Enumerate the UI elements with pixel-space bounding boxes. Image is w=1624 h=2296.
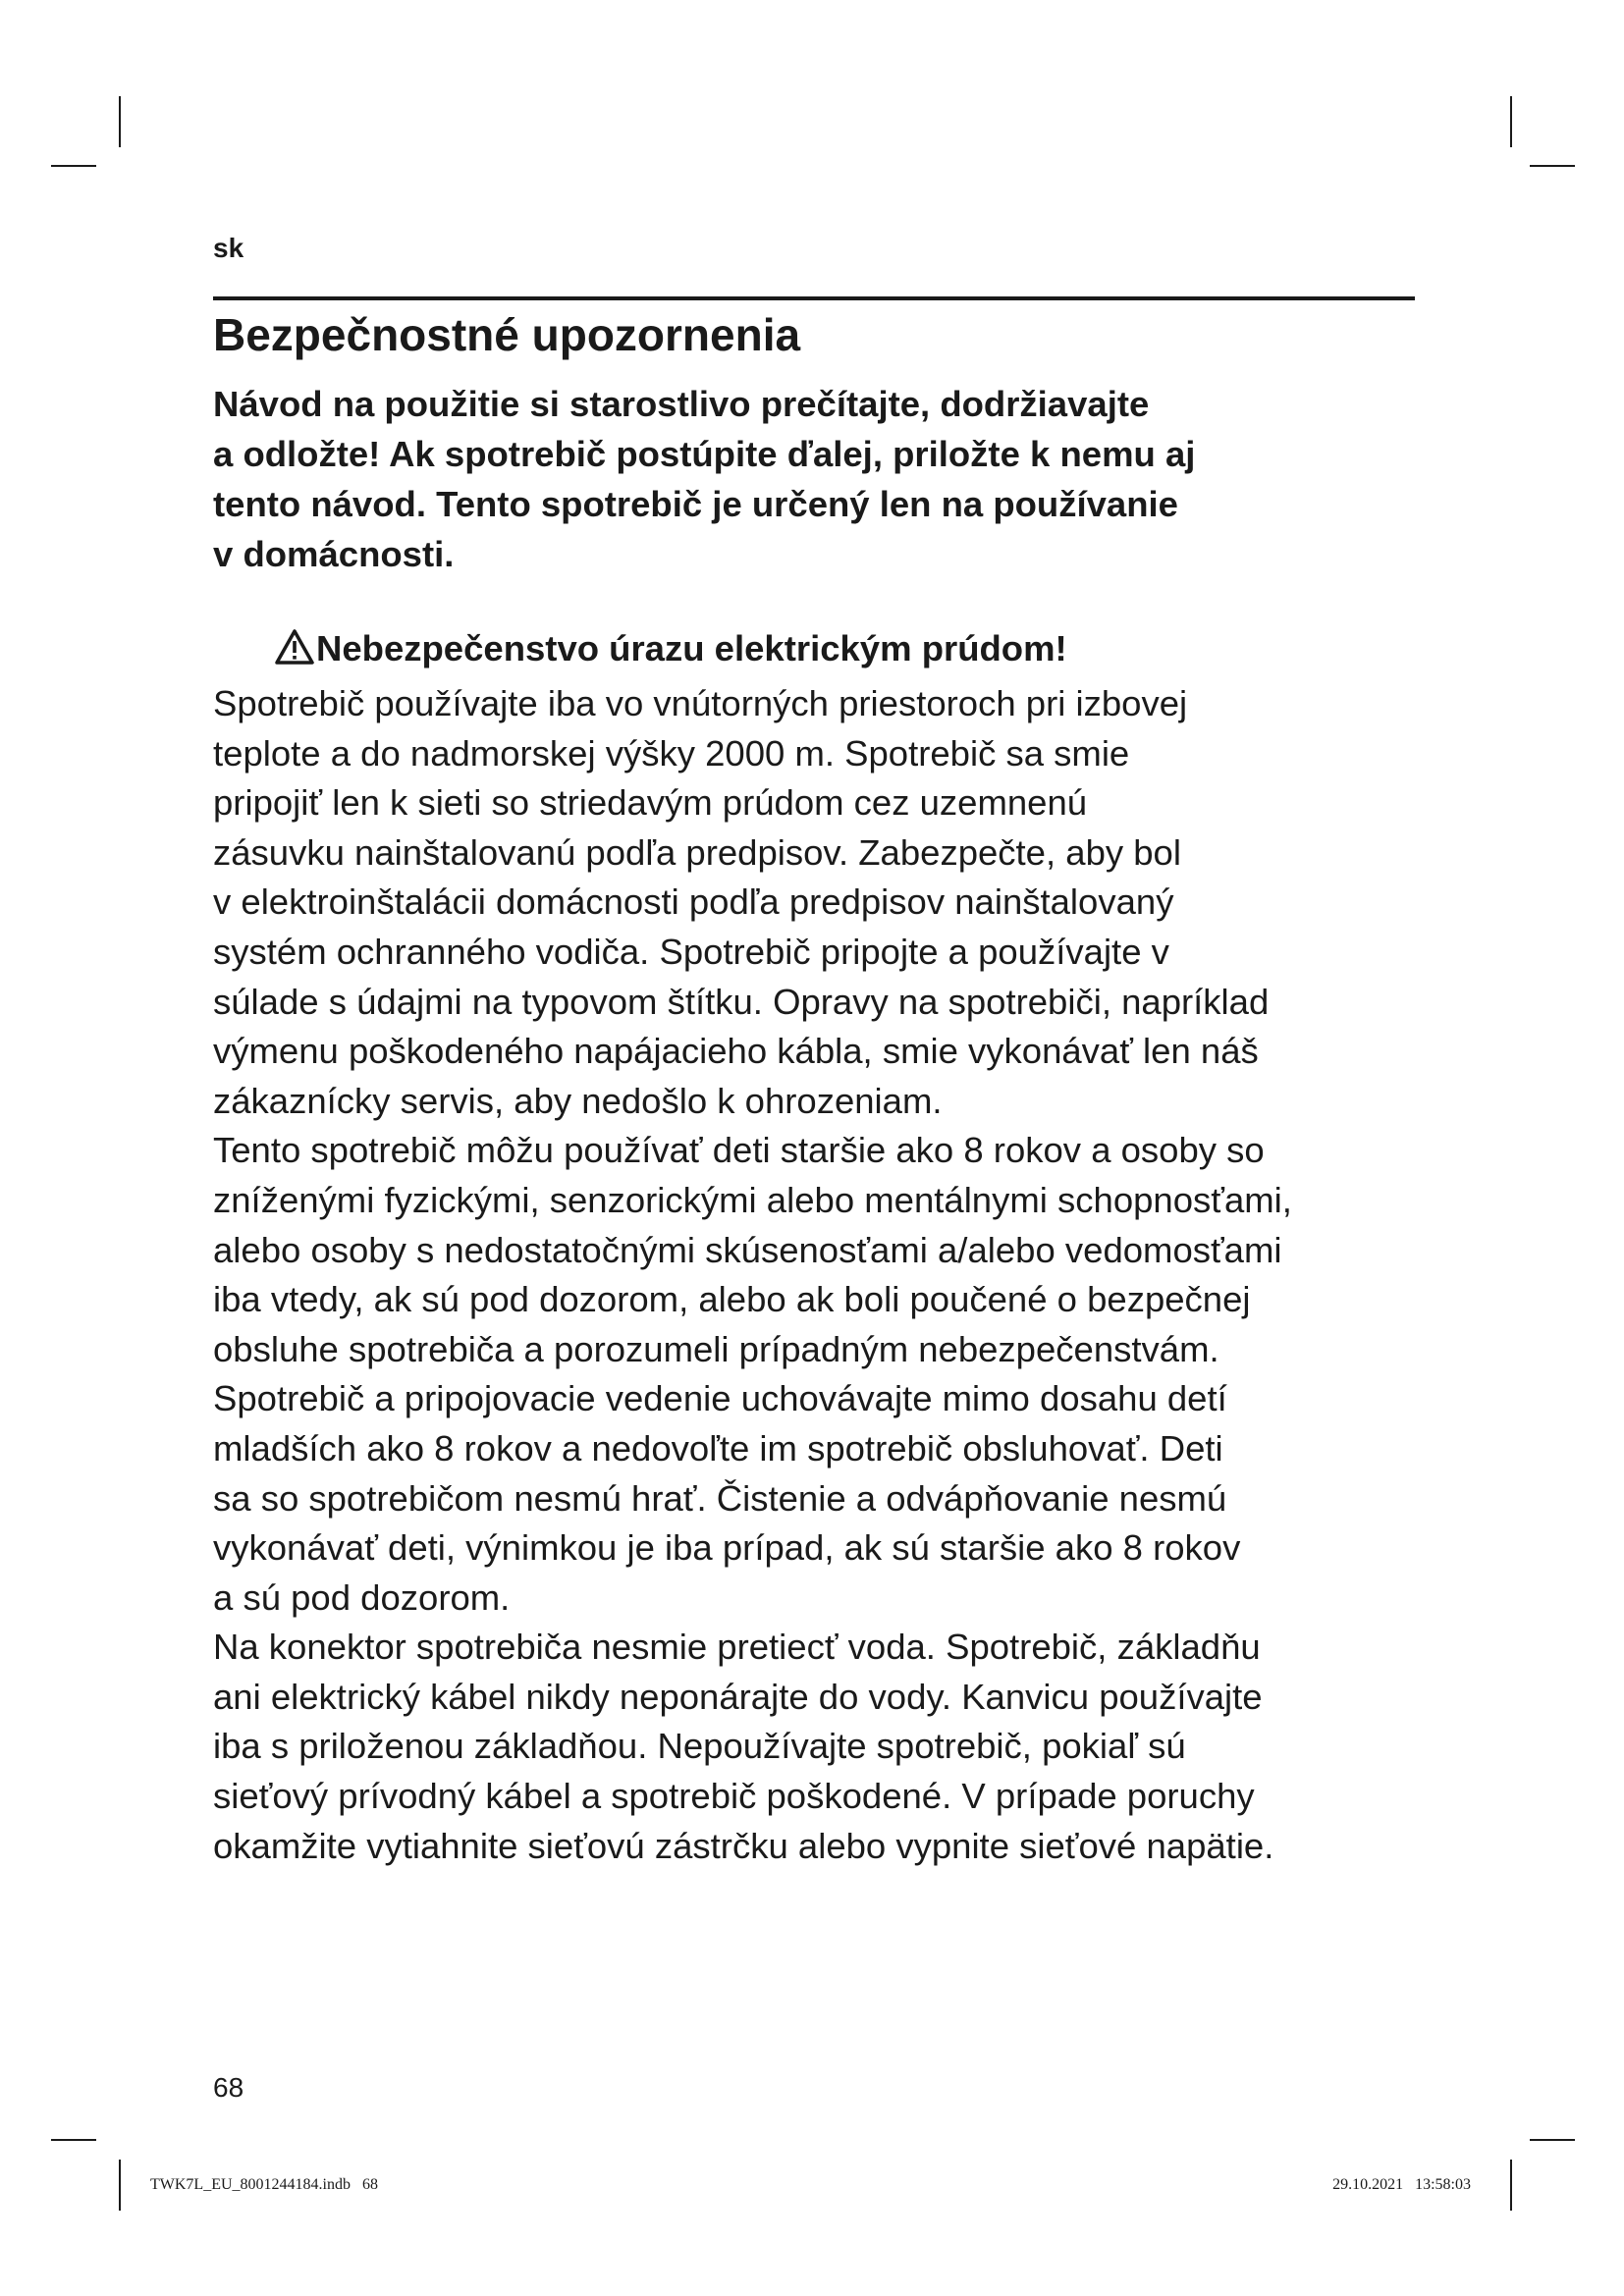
body-line: pripojiť len k sieti so striedavým prúdom cez uzemnenú <box>213 782 1088 824</box>
body-line: okamžite vytiahnite sieťovú zástrčku alebo vypnite sieťové napätie. <box>213 1825 1274 1866</box>
print-file-name-text: TWK7L_EU_8001244184.indb 68 <box>150 2176 378 2193</box>
warning-heading <box>275 624 1067 673</box>
warning-body <box>213 679 1450 1871</box>
body-line: Tento spotrebič môžu používať deti staršie ako 8 rokov a osoby so <box>213 1130 1265 1171</box>
body-line: ani elektrický kábel nikdy neponárajte do vody. Kanvicu používajte <box>213 1676 1263 1717</box>
crop-mark <box>1510 2160 1512 2211</box>
body-line: alebo osoby s nedostatočnými skúsenosťami a/alebo vedomosťami <box>213 1229 1282 1270</box>
body-line: sa so spotrebičom nesmú hrať. Čistenie a odvápňovanie nesmú <box>213 1477 1227 1519</box>
body-line: zníženými fyzickými, senzorickými alebo mentálnymi schopnosťami, <box>213 1179 1292 1220</box>
crop-mark <box>1510 96 1512 147</box>
language-code: sk <box>213 233 244 263</box>
body-line: vykonávať deti, výnimkou je iba prípad, ak sú staršie ako 8 rokov <box>213 1527 1241 1569</box>
intro-line: Návod na použitie si starostlivo prečítajte, dodržiavajte <box>213 384 1150 424</box>
body-line: iba vtedy, ak sú pod dozorom, alebo ak boli poučené o bezpečnej <box>213 1279 1251 1320</box>
body-line: obsluhe spotrebiča a porozumeli prípadným nebezpečenstvám. <box>213 1328 1219 1369</box>
body-line: mladších ako 8 rokov a nedovoľte im spotrebič obsluhovať. Deti <box>213 1427 1223 1468</box>
body-line: teplote a do nadmorskej výšky 2000 m. Spotrebič sa smie <box>213 732 1130 774</box>
print-timestamp <box>1332 2175 1471 2195</box>
intro-line: v domácnosti. <box>213 534 455 574</box>
print-file-name <box>150 2175 378 2195</box>
crop-mark <box>51 2139 96 2141</box>
body-line: a sú pod dozorom. <box>213 1576 511 1618</box>
intro-paragraph <box>213 379 1391 579</box>
print-timestamp-text: 29.10.2021 13:58:03 <box>1332 2176 1471 2193</box>
body-line: zásuvku nainštalovanú podľa predpisov. Zabezpečte, aby bol <box>213 831 1181 873</box>
crop-mark <box>119 96 121 147</box>
body-line: iba s priloženou základňou. Nepoužívajte spotrebič, pokiaľ sú <box>213 1726 1186 1767</box>
section-title: Bezpečnostné upozornenia <box>213 309 801 360</box>
crop-mark <box>1530 165 1575 167</box>
crop-mark <box>51 165 96 167</box>
body-line: Spotrebič používajte iba vo vnútorných priestoroch pri izbovej <box>213 683 1188 723</box>
body-line: súlade s údajmi na typovom štítku. Opravy na spotrebiči, napríklad <box>213 981 1270 1022</box>
warning-heading-text: Nebezpečenstvo úrazu elektrickým prúdom! <box>316 628 1067 668</box>
section-divider <box>213 296 1415 300</box>
warning-triangle-icon <box>275 629 314 665</box>
body-line: zákaznícky servis, aby nedošlo k ohrozeniam. <box>213 1080 943 1121</box>
body-line: Na konektor spotrebiča nesmie pretiecť voda. Spotrebič, základňu <box>213 1627 1261 1668</box>
body-line: výmenu poškodeného napájacieho kábla, smie vykonávať len náš <box>213 1031 1259 1072</box>
body-line: systém ochranného vodiča. Spotrebič pripojte a používajte v <box>213 931 1169 972</box>
intro-line: a odložte! Ak spotrebič postúpite ďalej, priložte k nemu aj <box>213 434 1196 474</box>
crop-mark <box>1530 2139 1575 2141</box>
body-line: v elektroinštalácii domácnosti podľa predpisov nainštalovaný <box>213 881 1174 923</box>
intro-line: tento návod. Tento spotrebič je určený len na používanie <box>213 484 1178 524</box>
body-line: Spotrebič a pripojovacie vedenie uchovávajte mimo dosahu detí <box>213 1378 1227 1419</box>
page-number: 68 <box>213 2072 244 2103</box>
body-line: sieťový prívodný kábel a spotrebič poškodené. V prípade poruchy <box>213 1776 1255 1817</box>
crop-mark <box>119 2160 121 2211</box>
